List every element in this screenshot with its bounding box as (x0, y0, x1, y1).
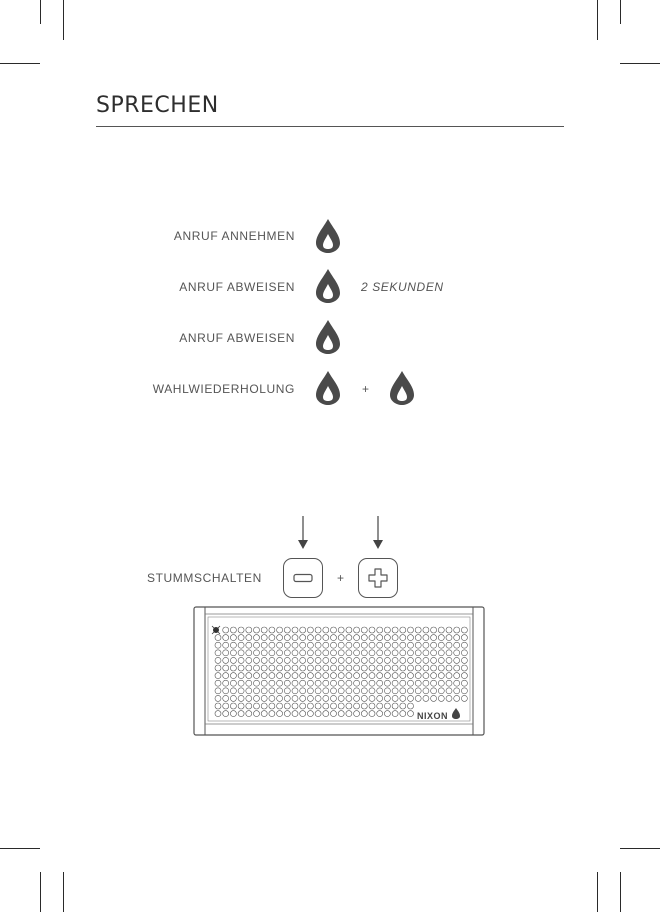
crop-mark (597, 872, 598, 912)
arrow-down-icon (296, 516, 310, 550)
crop-mark (620, 0, 621, 24)
arrow-down-icon (371, 516, 385, 550)
crop-mark (620, 63, 660, 64)
plus-sign: + (337, 571, 345, 585)
nixon-drop-icon (315, 319, 341, 355)
crop-mark (0, 63, 40, 64)
title-divider (96, 126, 564, 127)
minus-icon (283, 558, 323, 598)
nixon-drop-icon (315, 370, 341, 406)
volume-down-button (283, 558, 323, 598)
nixon-drop-icon (315, 218, 341, 254)
row-label-reject-hold: ANRUF ABWEISEN (179, 280, 295, 294)
row-label-redial: WAHLWIEDERHOLUNG (152, 382, 295, 396)
crop-mark (620, 848, 660, 849)
plus-sign: + (362, 382, 370, 396)
nixon-drop-icon (389, 370, 415, 406)
speaker-illustration (193, 606, 485, 736)
crop-mark (63, 872, 64, 912)
crop-mark (0, 848, 40, 849)
crop-mark (63, 0, 64, 40)
mute-label: STUMMSCHALTEN (147, 571, 262, 585)
row-label-reject: ANRUF ABWEISEN (179, 331, 295, 345)
crop-mark (620, 872, 621, 912)
crop-mark (597, 0, 598, 40)
row-label-answer: ANRUF ANNEHMEN (173, 229, 295, 243)
plus-icon (358, 558, 398, 598)
hold-duration-note: 2 SEKUNDEN (361, 280, 444, 294)
crop-mark (40, 872, 41, 912)
speaker-brand-logo: NIXON (417, 711, 449, 721)
crop-mark (40, 0, 41, 24)
volume-up-button (358, 558, 398, 598)
bluetooth-indicator-icon (212, 626, 220, 634)
nixon-drop-icon (315, 268, 341, 304)
page-title: SPRECHEN (96, 93, 219, 118)
